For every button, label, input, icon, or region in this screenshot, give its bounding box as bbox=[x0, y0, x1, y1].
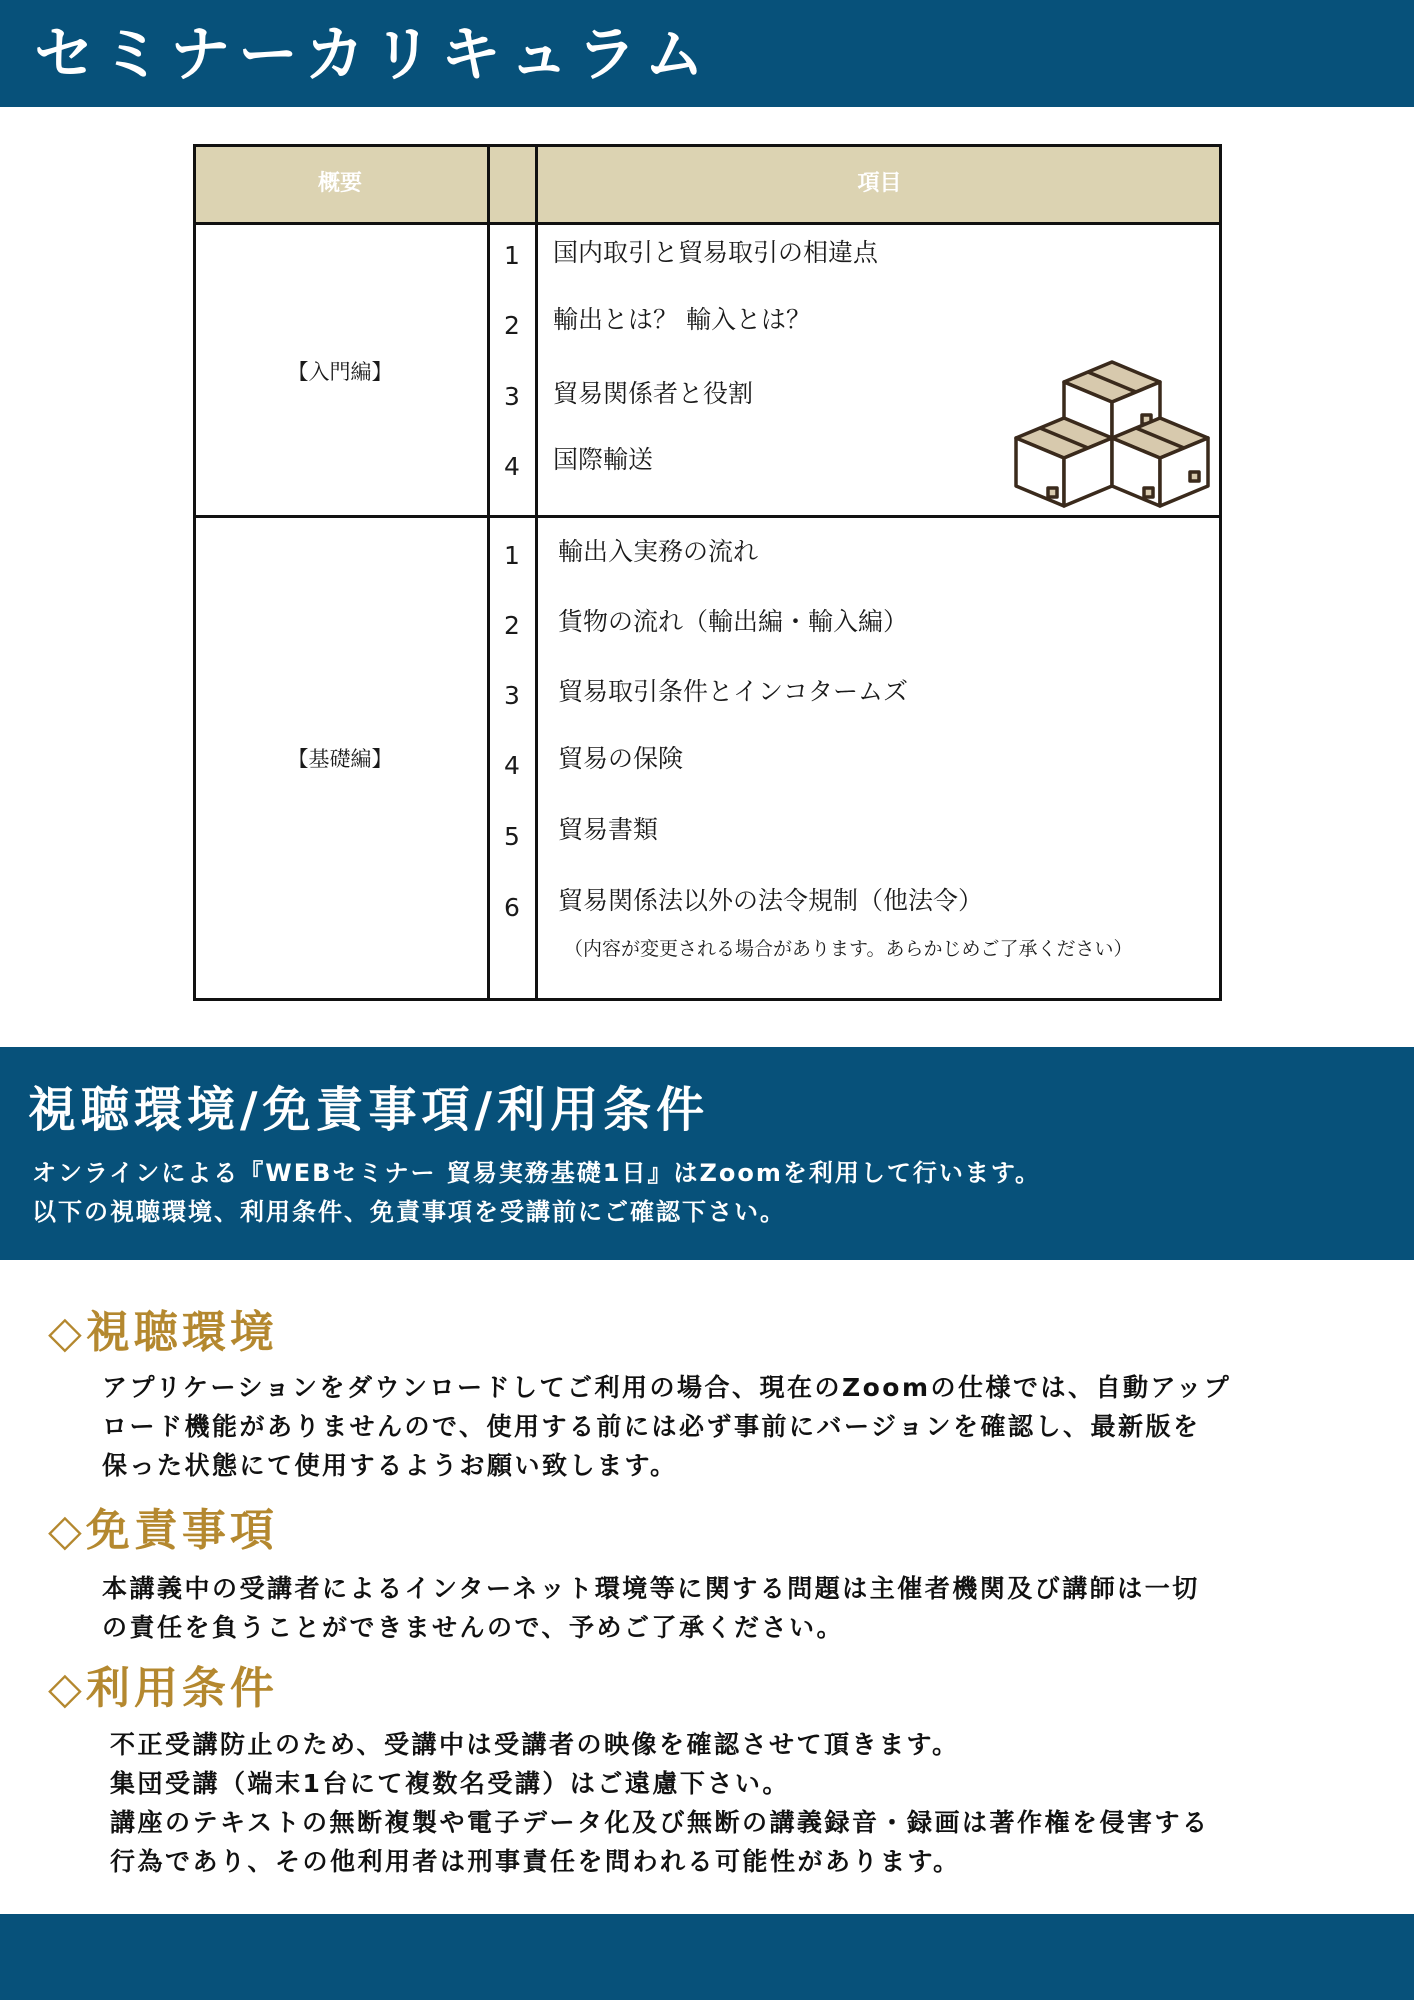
item-number: 2 bbox=[504, 311, 520, 340]
change-notice: （内容が変更される場合があります。あらかじめご了承ください） bbox=[564, 938, 1133, 960]
table-divider bbox=[193, 515, 1222, 518]
item-text: 輸出とは？ 輸入とは？ bbox=[553, 305, 811, 334]
terms-intro-line: オンラインによる『WEBセミナー 貿易実務基礎1日』はZoomを利用して行います。 bbox=[32, 1159, 1041, 1187]
section-label-basic: 【基礎編】 bbox=[287, 747, 393, 771]
item-text: 貿易取引条件とインコタームズ bbox=[558, 677, 909, 706]
item-number: 4 bbox=[504, 751, 520, 780]
section-label-intro: 【入門編】 bbox=[287, 360, 393, 384]
curriculum-table bbox=[193, 144, 1222, 1001]
item-text: 貿易関係者と役割 bbox=[553, 379, 754, 408]
item-text: 貿易関係法以外の法令規制（他法令） bbox=[558, 886, 984, 915]
item-text: 貨物の流れ（輸出編・輸入編） bbox=[558, 607, 909, 636]
item-text: 貿易書類 bbox=[558, 815, 659, 844]
terms-of-use-text: 講座のテキストの無断複製や電子データ化及び無断の講義録音・録画は著作権を侵害する bbox=[110, 1808, 1210, 1837]
terms-of-use-text: 集団受講（端末1台にて複数名受講）はご遠慮下さい。 bbox=[110, 1769, 790, 1798]
item-text: 国内取引と貿易取引の相違点 bbox=[553, 238, 879, 267]
column-header-overview: 概要 bbox=[317, 171, 362, 196]
item-number: 1 bbox=[504, 541, 520, 570]
disclaimer-heading: ◇免責事項 bbox=[48, 1505, 278, 1556]
item-number: 6 bbox=[504, 893, 520, 922]
item-number: 4 bbox=[504, 452, 520, 481]
table-border-right bbox=[1219, 144, 1222, 1001]
disclaimer-text: の責任を負うことができませんので、予めご了承ください。 bbox=[102, 1613, 845, 1642]
terms-of-use-text: 不正受講防止のため、受講中は受講者の映像を確認させて頂きます。 bbox=[110, 1730, 960, 1759]
table-divider bbox=[193, 222, 1222, 225]
disclaimer-text: 本講義中の受講者によるインターネット環境等に関する問題は主催者機関及び講師は一切 bbox=[102, 1574, 1200, 1603]
header-banner bbox=[0, 0, 1414, 107]
terms-of-use-heading: ◇利用条件 bbox=[48, 1663, 278, 1714]
terms-title: 視聴環境/免責事項/利用条件 bbox=[28, 1082, 710, 1138]
viewing-environment-text: アプリケーションをダウンロードしてご利用の場合、現在のZoomの仕様では、自動アップ bbox=[102, 1373, 1232, 1402]
table-divider bbox=[535, 144, 538, 1001]
table-border-top bbox=[193, 144, 1222, 147]
terms-banner bbox=[0, 1047, 1414, 1260]
table-border-bottom bbox=[193, 998, 1222, 1001]
viewing-environment-heading: ◇視聴環境 bbox=[48, 1307, 278, 1358]
item-number: 2 bbox=[504, 611, 520, 640]
column-header-number bbox=[489, 144, 535, 224]
item-number: 1 bbox=[504, 241, 520, 270]
table-divider bbox=[487, 144, 490, 1001]
column-header-items: 項目 bbox=[857, 171, 902, 196]
item-text: 輸出入実務の流れ bbox=[558, 537, 759, 566]
table-border-left bbox=[193, 144, 196, 1001]
item-number: 3 bbox=[504, 382, 520, 411]
viewing-environment-text: 保った状態にて使用するようお願い致します。 bbox=[102, 1451, 678, 1480]
terms-of-use-text: 行為であり、その他利用者は刑事責任を問われる可能性があります。 bbox=[110, 1847, 961, 1876]
terms-intro-line: 以下の視聴環境、利用条件、免責事項を受講前にご確認下さい。 bbox=[32, 1198, 786, 1226]
item-text: 貿易の保険 bbox=[558, 744, 684, 773]
page-title: セミナーカリキュラム bbox=[34, 20, 713, 90]
cardboard-boxes-icon bbox=[1014, 360, 1214, 510]
item-number: 3 bbox=[504, 681, 520, 710]
item-number: 5 bbox=[504, 822, 520, 851]
footer-banner bbox=[0, 1914, 1414, 2000]
item-text: 国際輸送 bbox=[553, 445, 654, 474]
viewing-environment-text: ロード機能がありませんので、使用する前には必ず事前にバージョンを確認し、最新版を bbox=[102, 1412, 1201, 1441]
